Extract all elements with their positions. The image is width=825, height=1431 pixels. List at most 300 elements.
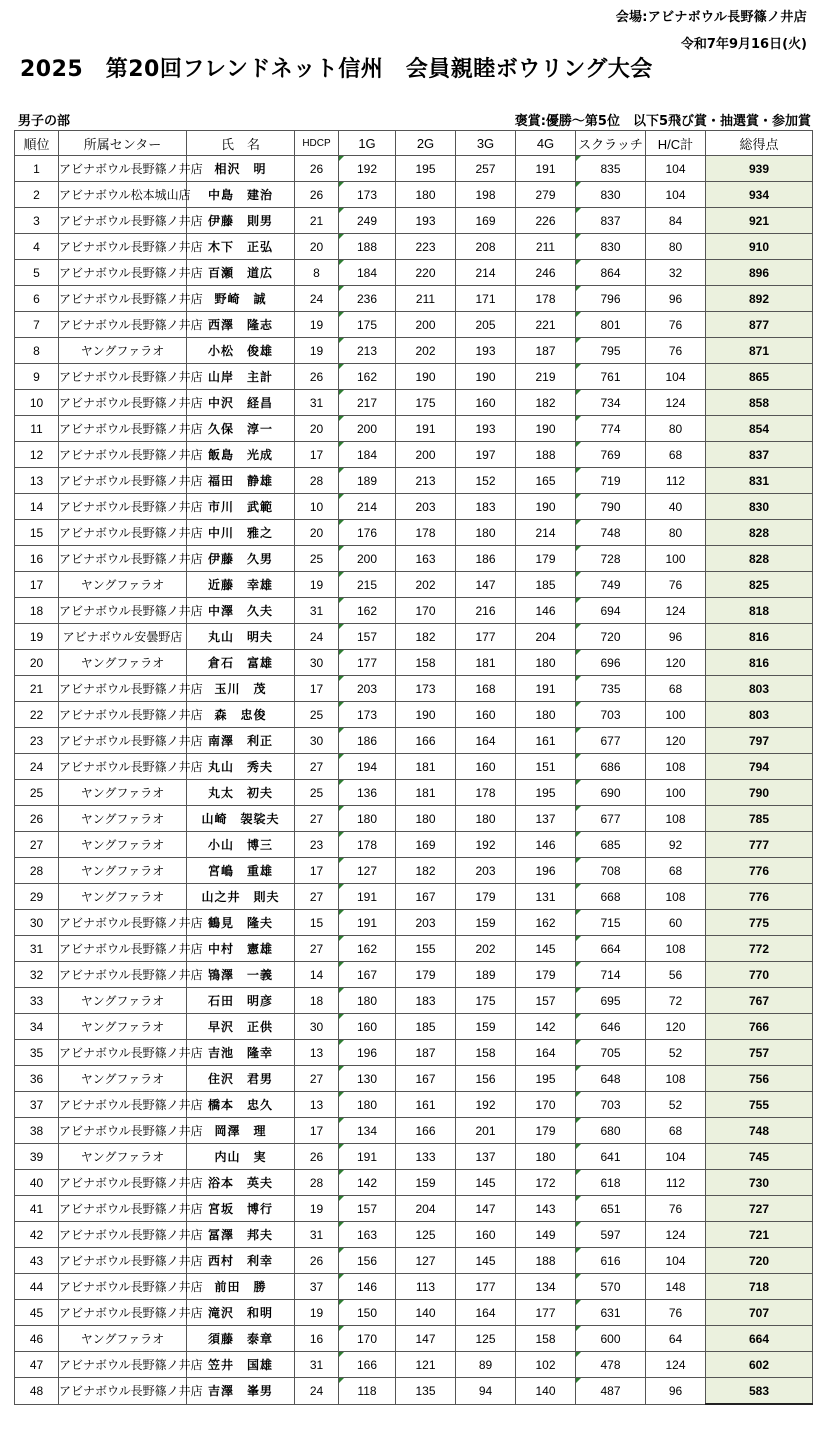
game2-cell: 167: [396, 1066, 456, 1092]
center-cell: アビナボウル長野篠ノ井店: [59, 1248, 187, 1274]
grand-total-cell: 828: [706, 520, 813, 546]
game2-cell: 190: [396, 364, 456, 390]
table-row: [15, 1300, 813, 1326]
hdcp-cell: 30: [295, 728, 339, 754]
game3-cell: 183: [456, 494, 516, 520]
game1-cell: 196: [339, 1040, 396, 1066]
game4-cell: 179: [516, 1118, 576, 1144]
player-name: 鶴見 隆夫: [187, 910, 295, 936]
game4-cell: 178: [516, 286, 576, 312]
scratch-cell: 478: [576, 1352, 646, 1378]
grand-total-cell: 858: [706, 390, 813, 416]
game2-cell: 202: [396, 338, 456, 364]
rank-cell: 9: [15, 364, 59, 390]
game2-cell: 169: [396, 832, 456, 858]
game3-cell: 164: [456, 728, 516, 754]
table-row: [15, 650, 813, 676]
table-row: [15, 676, 813, 702]
grand-total-cell: 748: [706, 1118, 813, 1144]
game2-cell: 203: [396, 494, 456, 520]
table-row: [15, 910, 813, 936]
table-row: [15, 962, 813, 988]
game1-cell: 167: [339, 962, 396, 988]
hdcp-cell: 27: [295, 884, 339, 910]
rank-cell: 23: [15, 728, 59, 754]
hdcp-cell: 20: [295, 520, 339, 546]
rank-cell: 28: [15, 858, 59, 884]
table-row: [15, 1196, 813, 1222]
player-name: 鴇澤 一義: [187, 962, 295, 988]
table-row: [15, 416, 813, 442]
hdcp-cell: 26: [295, 182, 339, 208]
game4-cell: 246: [516, 260, 576, 286]
hdcp-cell: 21: [295, 208, 339, 234]
table-row: [15, 1222, 813, 1248]
table-row: [15, 260, 813, 286]
center-cell: アビナボウル長野篠ノ井店: [59, 1040, 187, 1066]
grand-total-cell: 828: [706, 546, 813, 572]
hdcp-cell: 27: [295, 754, 339, 780]
game1-cell: 191: [339, 910, 396, 936]
grand-total-cell: 721: [706, 1222, 813, 1248]
center-cell: アビナボウル長野篠ノ井店: [59, 1170, 187, 1196]
table-row: [15, 754, 813, 780]
rank-cell: 8: [15, 338, 59, 364]
game4-cell: 172: [516, 1170, 576, 1196]
game1-cell: 157: [339, 624, 396, 650]
player-name: 南澤 利正: [187, 728, 295, 754]
game2-cell: 204: [396, 1196, 456, 1222]
game4-cell: 177: [516, 1300, 576, 1326]
center-cell: ヤングファラオ: [59, 1014, 187, 1040]
scratch-cell: 703: [576, 702, 646, 728]
col-name: 氏 名: [187, 131, 295, 156]
rank-cell: 47: [15, 1352, 59, 1378]
player-name: 近藤 幸雄: [187, 572, 295, 598]
center-cell: アビナボウル長野篠ノ井店: [59, 520, 187, 546]
game1-cell: 173: [339, 702, 396, 728]
game1-cell: 236: [339, 286, 396, 312]
player-name: 小山 博三: [187, 832, 295, 858]
center-cell: アビナボウル長野篠ノ井店: [59, 1352, 187, 1378]
game1-cell: 180: [339, 988, 396, 1014]
game4-cell: 195: [516, 1066, 576, 1092]
scratch-cell: 748: [576, 520, 646, 546]
game1-cell: 177: [339, 650, 396, 676]
hc-total-cell: 76: [646, 338, 706, 364]
game4-cell: 161: [516, 728, 576, 754]
player-name: 前田 勝: [187, 1274, 295, 1300]
table-row: [15, 1352, 813, 1378]
game4-cell: 151: [516, 754, 576, 780]
game3-cell: 94: [456, 1378, 516, 1405]
hc-total-cell: 40: [646, 494, 706, 520]
scratch-cell: 761: [576, 364, 646, 390]
game3-cell: 214: [456, 260, 516, 286]
center-cell: アビナボウル長野篠ノ井店: [59, 234, 187, 260]
scratch-cell: 694: [576, 598, 646, 624]
grand-total-cell: 757: [706, 1040, 813, 1066]
rank-cell: 10: [15, 390, 59, 416]
scratch-cell: 719: [576, 468, 646, 494]
scratch-cell: 830: [576, 182, 646, 208]
scratch-cell: 487: [576, 1378, 646, 1405]
scratch-cell: 695: [576, 988, 646, 1014]
game1-cell: 217: [339, 390, 396, 416]
game2-cell: 187: [396, 1040, 456, 1066]
game2-cell: 140: [396, 1300, 456, 1326]
hdcp-cell: 24: [295, 286, 339, 312]
game2-cell: 181: [396, 780, 456, 806]
grand-total-cell: 777: [706, 832, 813, 858]
game2-cell: 193: [396, 208, 456, 234]
scratch-cell: 648: [576, 1066, 646, 1092]
game4-cell: 131: [516, 884, 576, 910]
hdcp-cell: 17: [295, 442, 339, 468]
hc-total-cell: 120: [646, 728, 706, 754]
center-cell: アビナボウル長野篠ノ井店: [59, 1378, 187, 1405]
center-cell: ヤングファラオ: [59, 988, 187, 1014]
game2-cell: 161: [396, 1092, 456, 1118]
game1-cell: 184: [339, 442, 396, 468]
center-cell: アビナボウル長野篠ノ井店: [59, 1222, 187, 1248]
rank-cell: 37: [15, 1092, 59, 1118]
game2-cell: 166: [396, 728, 456, 754]
table-row: [15, 494, 813, 520]
hc-total-cell: 76: [646, 572, 706, 598]
center-cell: アビナボウル長野篠ノ井店: [59, 364, 187, 390]
player-name: 冨澤 邦夫: [187, 1222, 295, 1248]
grand-total-cell: 877: [706, 312, 813, 338]
scratch-cell: 708: [576, 858, 646, 884]
hdcp-cell: 17: [295, 676, 339, 702]
game4-cell: 195: [516, 780, 576, 806]
center-cell: ヤングファラオ: [59, 806, 187, 832]
center-cell: ヤングファラオ: [59, 572, 187, 598]
game2-cell: 173: [396, 676, 456, 702]
hdcp-cell: 25: [295, 780, 339, 806]
game1-cell: 173: [339, 182, 396, 208]
rank-cell: 45: [15, 1300, 59, 1326]
game3-cell: 160: [456, 702, 516, 728]
game2-cell: 179: [396, 962, 456, 988]
grand-total-cell: 794: [706, 754, 813, 780]
venue-label: 会場:アビナボウル長野篠ノ井店: [615, 10, 807, 25]
table-row: [15, 182, 813, 208]
game4-cell: 143: [516, 1196, 576, 1222]
rank-cell: 48: [15, 1378, 59, 1405]
game1-cell: 146: [339, 1274, 396, 1300]
table-row: [15, 1378, 813, 1405]
game4-cell: 187: [516, 338, 576, 364]
game4-cell: 158: [516, 1326, 576, 1352]
game3-cell: 156: [456, 1066, 516, 1092]
hdcp-cell: 19: [295, 338, 339, 364]
game2-cell: 121: [396, 1352, 456, 1378]
center-cell: アビナボウル長野篠ノ井店: [59, 1092, 187, 1118]
game3-cell: 193: [456, 338, 516, 364]
player-name: 山岸 主計: [187, 364, 295, 390]
game1-cell: 189: [339, 468, 396, 494]
game4-cell: 190: [516, 416, 576, 442]
game2-cell: 203: [396, 910, 456, 936]
game2-cell: 159: [396, 1170, 456, 1196]
scratch-cell: 864: [576, 260, 646, 286]
game3-cell: 257: [456, 156, 516, 182]
hc-total-cell: 76: [646, 1300, 706, 1326]
grand-total-cell: 772: [706, 936, 813, 962]
game3-cell: 216: [456, 598, 516, 624]
game2-cell: 167: [396, 884, 456, 910]
table-row: [15, 468, 813, 494]
player-name: 玉川 茂: [187, 676, 295, 702]
grand-total-cell: 790: [706, 780, 813, 806]
center-cell: アビナボウル長野篠ノ井店: [59, 910, 187, 936]
game4-cell: 146: [516, 598, 576, 624]
scratch-cell: 703: [576, 1092, 646, 1118]
hdcp-cell: 27: [295, 806, 339, 832]
game4-cell: 221: [516, 312, 576, 338]
hdcp-cell: 26: [295, 156, 339, 182]
hdcp-cell: 25: [295, 546, 339, 572]
table-row: [15, 1066, 813, 1092]
grand-total-cell: 727: [706, 1196, 813, 1222]
player-name: 笠井 国雄: [187, 1352, 295, 1378]
results-body: [15, 156, 813, 1405]
grand-total-cell: 745: [706, 1144, 813, 1170]
hdcp-cell: 26: [295, 364, 339, 390]
rank-cell: 30: [15, 910, 59, 936]
game3-cell: 201: [456, 1118, 516, 1144]
game1-cell: 194: [339, 754, 396, 780]
center-cell: ヤングファラオ: [59, 832, 187, 858]
table-row: [15, 1040, 813, 1066]
game2-cell: 213: [396, 468, 456, 494]
grand-total-cell: 707: [706, 1300, 813, 1326]
rank-cell: 41: [15, 1196, 59, 1222]
hdcp-cell: 20: [295, 234, 339, 260]
table-row: [15, 208, 813, 234]
grand-total-cell: 871: [706, 338, 813, 364]
game3-cell: 147: [456, 572, 516, 598]
game1-cell: 188: [339, 234, 396, 260]
player-name: 住沢 君男: [187, 1066, 295, 1092]
col-game2: 2G: [396, 131, 456, 156]
division-label: 男子の部: [18, 114, 71, 129]
hc-total-cell: 100: [646, 546, 706, 572]
game3-cell: 164: [456, 1300, 516, 1326]
player-name: 伊藤 則男: [187, 208, 295, 234]
game1-cell: 200: [339, 416, 396, 442]
table-row: [15, 572, 813, 598]
col-game4: 4G: [516, 131, 576, 156]
hdcp-cell: 31: [295, 1222, 339, 1248]
grand-total-cell: 766: [706, 1014, 813, 1040]
center-cell: アビナボウル長野篠ノ井店: [59, 1274, 187, 1300]
scratch-cell: 774: [576, 416, 646, 442]
scratch-cell: 664: [576, 936, 646, 962]
center-cell: ヤングファラオ: [59, 1326, 187, 1352]
rank-cell: 24: [15, 754, 59, 780]
game4-cell: 188: [516, 442, 576, 468]
player-name: 小松 俊雄: [187, 338, 295, 364]
hc-total-cell: 108: [646, 754, 706, 780]
grand-total-cell: 910: [706, 234, 813, 260]
grand-total-cell: 770: [706, 962, 813, 988]
game3-cell: 190: [456, 364, 516, 390]
rank-cell: 21: [15, 676, 59, 702]
col-scratch: スクラッチ: [576, 131, 646, 156]
col-grand-total: 総得点: [706, 131, 813, 156]
scratch-cell: 631: [576, 1300, 646, 1326]
col-game3: 3G: [456, 131, 516, 156]
game2-cell: 180: [396, 806, 456, 832]
game1-cell: 192: [339, 156, 396, 182]
game3-cell: 137: [456, 1144, 516, 1170]
player-name: 久保 淳一: [187, 416, 295, 442]
game3-cell: 205: [456, 312, 516, 338]
hc-total-cell: 64: [646, 1326, 706, 1352]
grand-total-cell: 583: [706, 1378, 813, 1405]
game4-cell: 180: [516, 702, 576, 728]
game3-cell: 168: [456, 676, 516, 702]
table-row: [15, 234, 813, 260]
table-row: [15, 312, 813, 338]
scratch-cell: 769: [576, 442, 646, 468]
hc-total-cell: 108: [646, 884, 706, 910]
grand-total-cell: 830: [706, 494, 813, 520]
rank-cell: 22: [15, 702, 59, 728]
center-cell: ヤングファラオ: [59, 858, 187, 884]
game3-cell: 203: [456, 858, 516, 884]
game3-cell: 89: [456, 1352, 516, 1378]
game1-cell: 150: [339, 1300, 396, 1326]
hc-total-cell: 108: [646, 1066, 706, 1092]
grand-total-cell: 831: [706, 468, 813, 494]
center-cell: アビナボウル長野篠ノ井店: [59, 936, 187, 962]
scratch-cell: 705: [576, 1040, 646, 1066]
grand-total-cell: 776: [706, 858, 813, 884]
table-row: [15, 624, 813, 650]
player-name: 山之井 則夫: [187, 884, 295, 910]
hdcp-cell: 20: [295, 416, 339, 442]
game3-cell: 160: [456, 1222, 516, 1248]
grand-total-cell: 756: [706, 1066, 813, 1092]
grand-total-cell: 816: [706, 650, 813, 676]
hdcp-cell: 19: [295, 1196, 339, 1222]
game1-cell: 180: [339, 1092, 396, 1118]
game1-cell: 249: [339, 208, 396, 234]
hdcp-cell: 14: [295, 962, 339, 988]
grand-total-cell: 602: [706, 1352, 813, 1378]
rank-cell: 38: [15, 1118, 59, 1144]
rank-cell: 35: [15, 1040, 59, 1066]
grand-total-cell: 865: [706, 364, 813, 390]
game1-cell: 215: [339, 572, 396, 598]
game1-cell: 160: [339, 1014, 396, 1040]
hdcp-cell: 28: [295, 468, 339, 494]
scratch-cell: 618: [576, 1170, 646, 1196]
game1-cell: 203: [339, 676, 396, 702]
hdcp-cell: 31: [295, 1352, 339, 1378]
grand-total-cell: 825: [706, 572, 813, 598]
center-cell: ヤングファラオ: [59, 1144, 187, 1170]
game3-cell: 202: [456, 936, 516, 962]
hdcp-cell: 18: [295, 988, 339, 1014]
game3-cell: 180: [456, 520, 516, 546]
player-name: 中川 雅之: [187, 520, 295, 546]
game3-cell: 177: [456, 1274, 516, 1300]
hc-total-cell: 104: [646, 364, 706, 390]
game2-cell: 170: [396, 598, 456, 624]
player-name: 石田 明彦: [187, 988, 295, 1014]
scratch-cell: 801: [576, 312, 646, 338]
game3-cell: 181: [456, 650, 516, 676]
hdcp-cell: 17: [295, 1118, 339, 1144]
game1-cell: 178: [339, 832, 396, 858]
game4-cell: 214: [516, 520, 576, 546]
table-row: [15, 286, 813, 312]
game4-cell: 191: [516, 156, 576, 182]
table-row: [15, 858, 813, 884]
game2-cell: 155: [396, 936, 456, 962]
grand-total-cell: 785: [706, 806, 813, 832]
rank-cell: 33: [15, 988, 59, 1014]
game3-cell: 208: [456, 234, 516, 260]
game4-cell: 165: [516, 468, 576, 494]
rank-cell: 3: [15, 208, 59, 234]
grand-total-cell: 797: [706, 728, 813, 754]
grand-total-cell: 755: [706, 1092, 813, 1118]
game2-cell: 185: [396, 1014, 456, 1040]
game4-cell: 191: [516, 676, 576, 702]
scratch-cell: 616: [576, 1248, 646, 1274]
rank-cell: 36: [15, 1066, 59, 1092]
center-cell: アビナボウル長野篠ノ井店: [59, 416, 187, 442]
player-name: 野崎 誠: [187, 286, 295, 312]
table-row: [15, 546, 813, 572]
game1-cell: 166: [339, 1352, 396, 1378]
game3-cell: 179: [456, 884, 516, 910]
scratch-cell: 600: [576, 1326, 646, 1352]
player-name: 中島 建治: [187, 182, 295, 208]
hdcp-cell: 26: [295, 1144, 339, 1170]
scratch-cell: 835: [576, 156, 646, 182]
rank-cell: 7: [15, 312, 59, 338]
player-name: 岡澤 理: [187, 1118, 295, 1144]
game3-cell: 152: [456, 468, 516, 494]
scratch-cell: 646: [576, 1014, 646, 1040]
player-name: 中村 憲雄: [187, 936, 295, 962]
game4-cell: 145: [516, 936, 576, 962]
game4-cell: 196: [516, 858, 576, 884]
player-name: 相沢 明: [187, 156, 295, 182]
hc-total-cell: 100: [646, 780, 706, 806]
game3-cell: 189: [456, 962, 516, 988]
game2-cell: 158: [396, 650, 456, 676]
game2-cell: 181: [396, 754, 456, 780]
game2-cell: 200: [396, 312, 456, 338]
rank-cell: 32: [15, 962, 59, 988]
player-name: 中沢 経昌: [187, 390, 295, 416]
game1-cell: 156: [339, 1248, 396, 1274]
player-name: 須藤 泰章: [187, 1326, 295, 1352]
game3-cell: 198: [456, 182, 516, 208]
game2-cell: 147: [396, 1326, 456, 1352]
game3-cell: 193: [456, 416, 516, 442]
table-row: [15, 988, 813, 1014]
table-row: [15, 1144, 813, 1170]
